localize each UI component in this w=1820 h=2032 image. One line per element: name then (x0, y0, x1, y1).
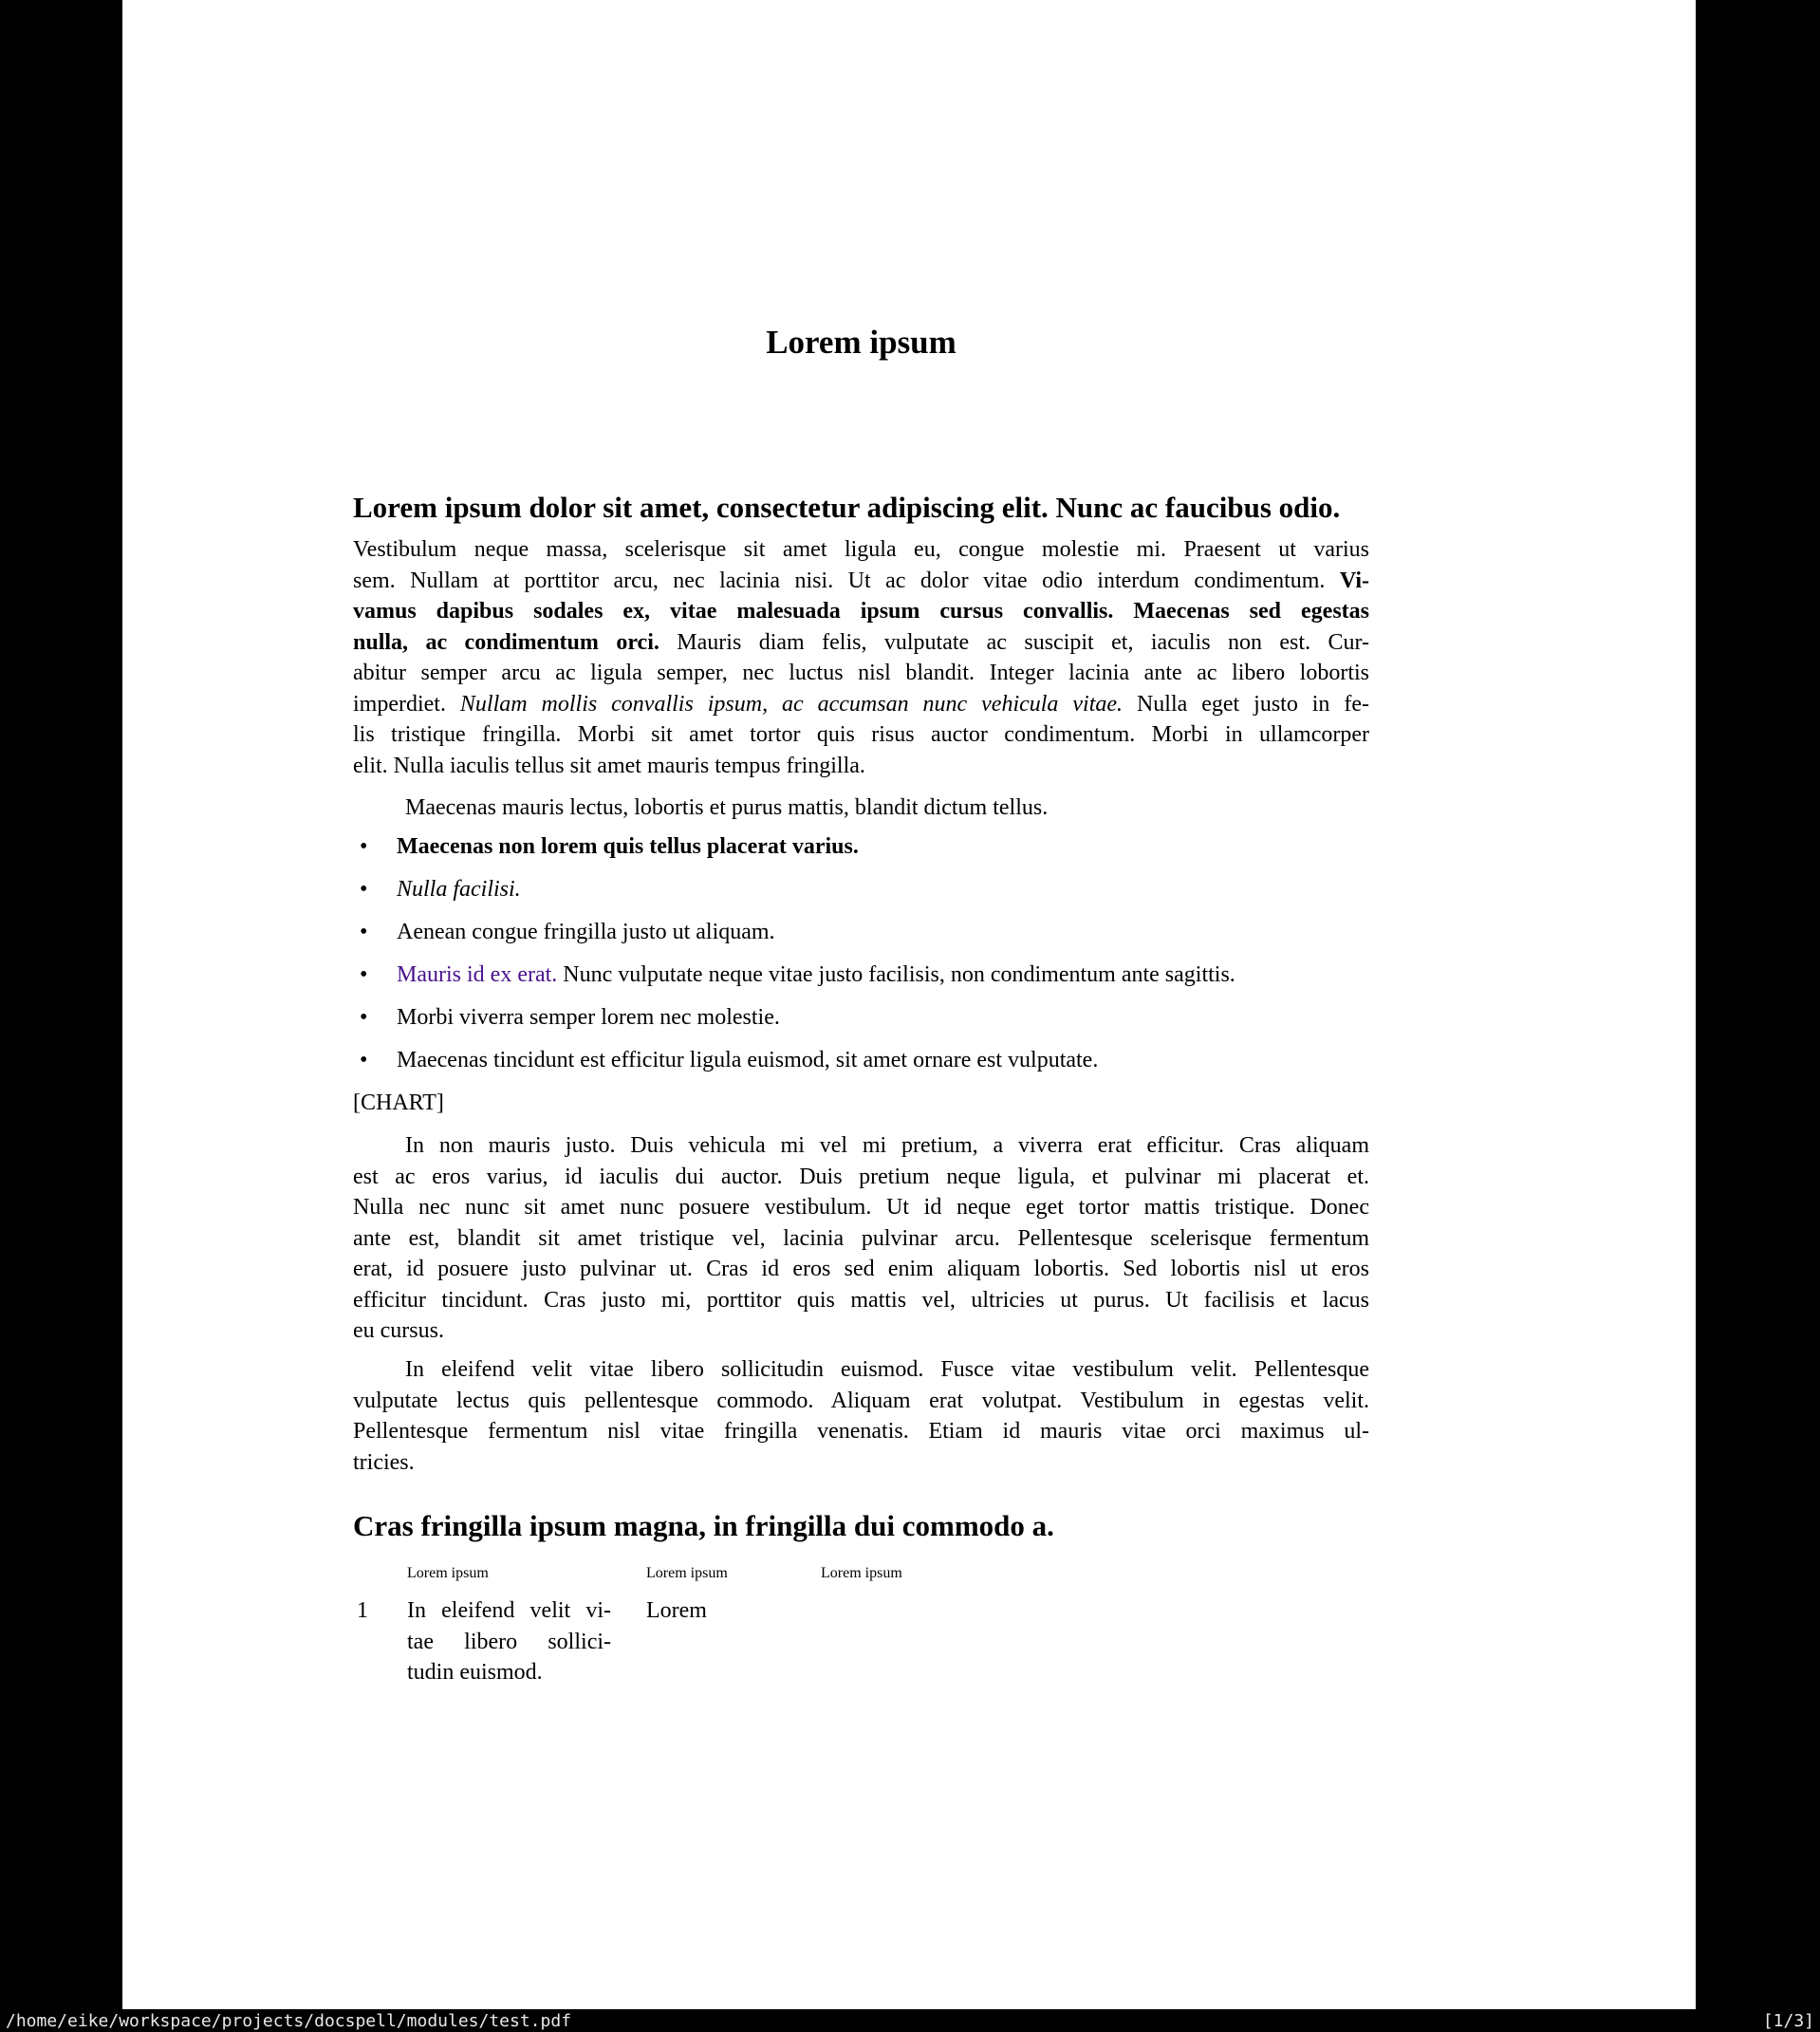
table-header-cell: Lorem ipsum (821, 1565, 902, 1581)
body-text: Nulla nec nunc sit amet nunc posuere vestibulum. Ut id neque eget tortor mattis tristique. Donec (353, 1195, 1369, 1220)
bold-text: vamus dapibus sodales ex, vitae malesuada ipsum cursus convallis. Maecenas sed egestas (353, 599, 1369, 624)
table-cell-line (407, 1595, 611, 1627)
chart-placeholder (353, 1088, 1369, 1119)
body-text: Nulla eget justo in fe- (1136, 691, 1369, 717)
table-cell-line (407, 1627, 611, 1658)
body-text: elit. Nulla iaculis tellus sit amet mauris tempus fringilla. (353, 753, 865, 778)
list-item-text (397, 960, 1369, 991)
body-text: eu cursus. (353, 1318, 444, 1343)
file-path: /home/eike/workspace/projects/docspell/modules/test.pdf (6, 2010, 572, 2031)
paragraph-line (353, 627, 1369, 659)
body-text: Nunc vulputate neque vitae justo facilisis, non condimentum ante sagittis. (557, 962, 1235, 987)
table-header-cell: Lorem ipsum (407, 1565, 489, 1581)
bold-text: Vi- (1339, 568, 1369, 593)
body-text: Mauris diam felis, vulputate ac suscipit et, iaculis non est. Cur- (677, 629, 1369, 655)
body-text: ante est, blandit sit amet tristique vel, lacinia pulvinar arcu. Pellentesque scelerisque fermentum (353, 1225, 1369, 1251)
paragraph-line (353, 792, 1369, 824)
bullet-icon: • (360, 1005, 368, 1030)
table-cell (407, 1595, 611, 1688)
list-item-text: Aenean congue fringilla justo ut aliquam. (397, 920, 775, 944)
section-heading-2: Cras fringilla ipsum magna, in fringilla dui commodo a. (353, 1509, 1054, 1542)
body-text: [CHART] (353, 1091, 444, 1115)
paragraph-line (353, 1162, 1369, 1193)
list-item (353, 831, 1369, 863)
paragraph-line (353, 1223, 1369, 1255)
paragraph-line (353, 1386, 1369, 1417)
body-text: tudin euismod. (407, 1660, 543, 1685)
body-text: In eleifend velit vitae libero sollicitudin euismod. Fusce vitae vestibulum velit. Pellentesque (405, 1357, 1369, 1382)
list-item-text: Morbi viverra semper lorem nec molestie. (397, 1005, 780, 1030)
list-item-text: Maecenas tincidunt est efficitur ligula euismod, sit amet ornare est vulputate. (397, 1048, 1099, 1072)
paragraph-line (353, 596, 1369, 627)
bullet-icon: • (360, 1048, 368, 1072)
body-text: In non mauris justo. Duis vehicula mi vel mi pretium, a viverra erat efficitur. Cras aliquam (405, 1133, 1369, 1158)
paragraph-3 (353, 1130, 1369, 1347)
body-text: tae libero sollici- (407, 1629, 611, 1654)
paragraph-line (353, 1088, 1369, 1119)
document-title: Lorem ipsum (766, 324, 956, 361)
document-page[interactable] (122, 0, 1696, 2009)
body-text: Vestibulum neque massa, scelerisque sit amet ligula eu, congue molestie mi. Praesent ut varius (353, 537, 1369, 562)
paragraph-line (353, 1447, 1369, 1479)
bullet-icon: • (360, 877, 368, 902)
section-heading-1: Lorem ipsum dolor sit amet, consectetur adipiscing elit. Nunc ac faucibus odio. (353, 491, 1341, 524)
paragraph-line (353, 1285, 1369, 1316)
list-item (353, 874, 1369, 905)
bullet-icon: • (360, 834, 368, 859)
body-text: lis tristique fringilla. Morbi sit amet tortor quis risus auctor condimentum. Morbi in ullamcorper (353, 722, 1369, 747)
paragraph-line (353, 751, 1369, 782)
list-item (353, 960, 1369, 991)
paragraph-line (353, 566, 1369, 597)
table-cell-line (407, 1657, 611, 1688)
body-text: vulputate lectus quis pellentesque commodo. Aliquam erat volutpat. Vestibulum in egestas velit. (353, 1388, 1369, 1413)
paragraph-line (353, 1354, 1369, 1386)
body-text: imperdiet. (353, 691, 460, 717)
paragraph-2 (353, 792, 1369, 824)
body-text: sem. Nullam at porttitor arcu, nec lacinia nisi. Ut ac dolor vitae odio interdum condimentum. (353, 568, 1340, 593)
table-cell: Lorem (646, 1598, 707, 1623)
paragraph-line (353, 1416, 1369, 1447)
paragraph-line (353, 658, 1369, 689)
hyperlink[interactable]: Mauris id ex erat. (397, 962, 558, 987)
bold-text: nulla, ac condimentum orci. (353, 629, 678, 655)
paragraph-line (353, 1130, 1369, 1162)
paragraph-line (353, 1192, 1369, 1223)
paragraph-line (353, 719, 1369, 751)
body-text: In eleifend velit vi- (407, 1598, 611, 1623)
bullet-icon: • (360, 920, 368, 944)
body-text: abitur semper arcu ac ligula semper, nec luctus nisl blandit. Integer lacinia ante ac libero lobortis (353, 661, 1369, 685)
bullet-icon: • (360, 962, 368, 987)
body-text: Maecenas mauris lectus, lobortis et purus mattis, blandit dictum tellus. (405, 795, 1049, 820)
body-text: Pellentesque fermentum nisl vitae fringilla venenatis. Etiam id mauris vitae orci maximus ul- (353, 1419, 1369, 1444)
list-item-text: Maecenas non lorem quis tellus placerat varius. (397, 834, 859, 859)
list-item-text: Nulla facilisi. (397, 877, 521, 902)
list-item (353, 917, 1369, 948)
page-indicator: [1/3] (1762, 2010, 1814, 2031)
paragraph-line (353, 689, 1369, 720)
body-text: erat, id posuere justo pulvinar ut. Cras id eros sed enim aliquam lobortis. Sed lobortis nisl ut eros (353, 1257, 1369, 1281)
paragraph-4 (353, 1354, 1369, 1478)
italic-text: Nullam mollis convallis ipsum, ac accumsan nunc vehicula vitae. (459, 691, 1137, 717)
body-text: tricies. (353, 1449, 415, 1475)
body-text: est ac eros varius, id iaculis dui auctor. Duis pretium neque ligula, et pulvinar mi placerat et. (353, 1164, 1369, 1189)
table-header-cell: Lorem ipsum (646, 1565, 728, 1581)
body-text: efficitur tincidunt. Cras justo mi, porttitor quis mattis vel, ultricies ut purus. Ut facilisis et lacus (353, 1287, 1369, 1313)
statusbar (0, 2009, 1820, 2032)
list-item (353, 1002, 1369, 1034)
paragraph-1 (353, 534, 1369, 781)
list-item (353, 1045, 1369, 1076)
paragraph-line (353, 1315, 1369, 1347)
paragraph-line (353, 1254, 1369, 1285)
table-row-number: 1 (357, 1598, 368, 1623)
paragraph-line (353, 534, 1369, 566)
